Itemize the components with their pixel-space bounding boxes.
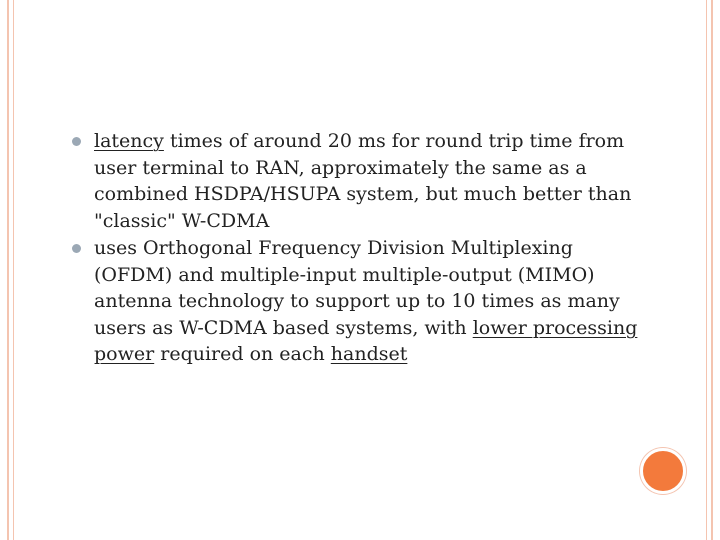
bullet-text-underlined: handset	[330, 343, 408, 365]
bullet-text-underlined: latency	[94, 130, 164, 152]
bullet-text-underlined: lower processing power	[94, 316, 638, 365]
bullet-item	[70, 235, 640, 368]
bullet-text: required on each	[154, 343, 331, 365]
decorative-circle	[640, 448, 686, 494]
bullet-item	[70, 128, 640, 234]
bullet-dot-icon	[72, 137, 81, 146]
bullet-dot-icon	[72, 244, 81, 253]
bullet-text: uses Orthogonal Frequency Division Multiplexing (OFDM) and multiple-input multiple-output (MIMO) antenna technology to support up to 10 times as many users as W-CDMA based systems, with	[94, 237, 620, 339]
slide-body	[70, 128, 640, 369]
bullet-text: times of around 20 ms for round trip time from user terminal to RAN, approximately the same as a combined HSDPA/HSUPA system, but much better than "classic" W-CDMA	[94, 130, 632, 232]
